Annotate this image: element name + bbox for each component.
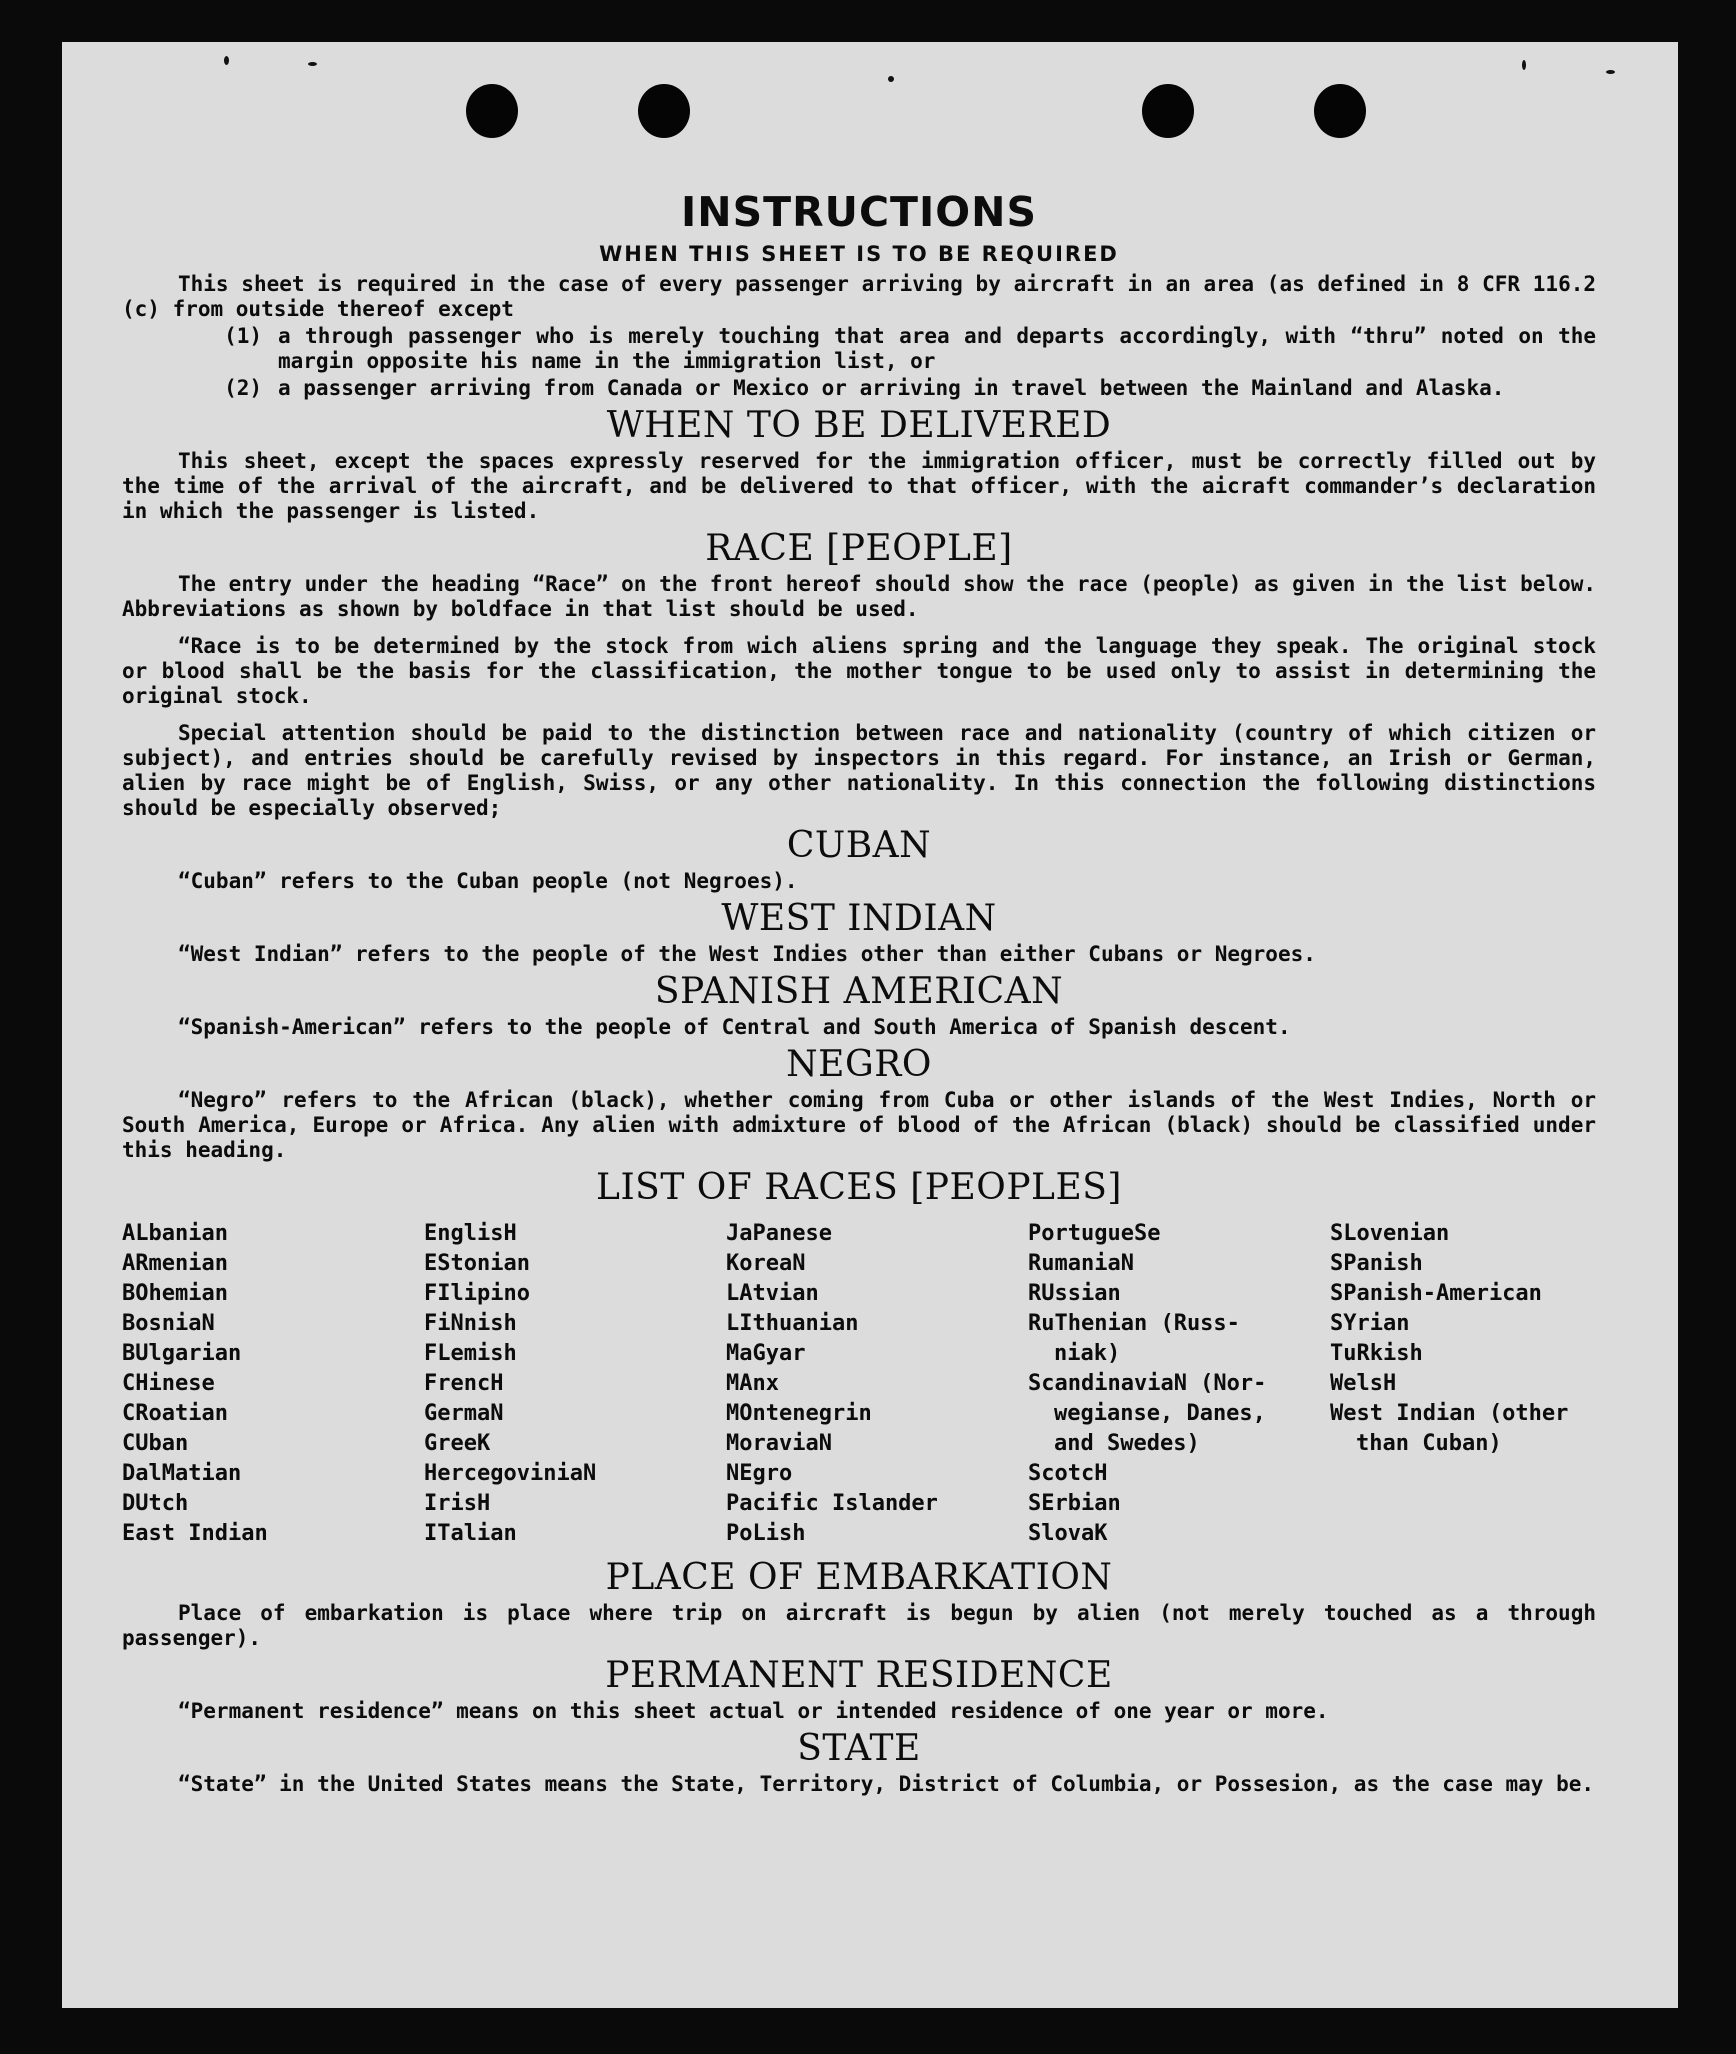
race-entry: and Swedes) [1054,1431,1200,1456]
ink-speck [888,76,894,82]
state-paragraph: “State” in the United States means the State, Territory, District of Columbia, or Possesion, as the case may be. [178,1772,1595,1796]
negro-paragraph: “Negro” refers to the African (black), whether coming from Cuba or other islands of the West Indies, North or South America, Europe or Africa. Any alien with admixture of blood of the African (black) should be classified under this heading. [122,1088,1596,1162]
race-entry: MoraviaN [726,1431,832,1456]
race-entry: JaPanese [726,1221,832,1246]
race-entry: Pacific Islander [726,1491,938,1516]
ink-speck [1522,60,1526,70]
race-entry: CHinese [122,1371,215,1396]
exception-item [122,324,1596,374]
spanish-american-paragraph: “Spanish-American” refers to the people of Central and South America of Spanish descent. [178,1015,1291,1039]
race-entry: than Cuban) [1356,1431,1502,1456]
race-entry: ITalian [424,1521,517,1546]
race-entry: FIlipino [424,1281,530,1306]
race-paragraph: The entry under the heading “Race” on the front hereof should show the race (people) as given in the list below. Abbreviations as shown by boldface in that list should be used. [122,572,1596,621]
ink-speck [308,62,317,66]
race-entry: PortugueSe [1028,1221,1161,1246]
residence-paragraph: “Permanent residence” means on this sheet actual or intended residence of one year or more. [178,1699,1329,1723]
race-entry: WelsH [1330,1371,1397,1396]
race-entry: RuThenian (Russ- [1028,1311,1240,1336]
race-entry: ScandinaviaN (Nor- [1028,1371,1267,1396]
race-entry: SPanish [1330,1251,1423,1276]
races-column [726,1219,1028,1549]
race-entry: SlovaK [1028,1521,1108,1546]
race-entry: DUtch [122,1491,189,1516]
race-entry: RumaniaN [1028,1251,1134,1276]
heading-race: RACE [PEOPLE] [705,528,1013,569]
intro-paragraph: This sheet is required in the case of every passenger arriving by aircraft in an area (as defined in 8 CFR 116.2 (c) from outside thereof except [122,272,1596,321]
race-paragraph: Special attention should be paid to the distinction between race and nationality (country of which citizen or subject), and entries should be carefully revised by inspectors in this regard. For instance, an Irish or German, alien by race might be of English, Swiss, or any other nationality. In this connection the following distinctions should be especially observed; [122,721,1596,820]
race-entry: GreeK [424,1431,491,1456]
race-entry: BOhemian [122,1281,228,1306]
race-entry: ScotcH [1028,1461,1108,1486]
race-entry: NEgro [726,1461,793,1486]
heading-permanent-residence: PERMANENT RESIDENCE [605,1655,1113,1696]
race-entry: wegianse, Danes, [1054,1401,1266,1426]
race-entry: LIthuanian [726,1311,859,1336]
document-sheet [62,42,1678,2008]
race-entry: SYrian [1330,1311,1410,1336]
race-entry: DalMatian [122,1461,242,1486]
heading-place-of-embarkation: PLACE OF EMBARKATION [605,1557,1113,1598]
heading-negro: NEGRO [786,1044,932,1085]
races-column [1330,1219,1632,1549]
ink-speck [1606,70,1615,74]
heading-state: STATE [797,1728,921,1769]
race-entry: MAnx [726,1371,779,1396]
race-entry: MOntenegrin [726,1401,872,1426]
race-entry: HercegoviniaN [424,1461,597,1486]
document-body [122,146,1596,1799]
race-entry: BUlgarian [122,1341,242,1366]
race-entry: FLemish [424,1341,517,1366]
race-entry: SLovenian [1330,1221,1450,1246]
races-column [424,1219,726,1549]
punch-hole [1142,84,1194,138]
race-entry: EStonian [424,1251,530,1276]
exception-text: a passenger arriving from Canada or Mexico or arriving in travel between the Mainland and Alaska. [278,376,1505,400]
section-subtitle: WHEN THIS SHEET IS TO BE REQUIRED [599,242,1119,266]
race-entry: FrencH [424,1371,504,1396]
race-entry: MaGyar [726,1341,806,1366]
race-entry: RUssian [1028,1281,1121,1306]
race-entry: West Indian (other [1330,1401,1569,1426]
race-entry: FiNnish [424,1311,517,1336]
race-entry: ARmenian [122,1251,228,1276]
race-entry: EnglisH [424,1221,517,1246]
race-entry: KoreaN [726,1251,806,1276]
exception-text: a through passenger who is merely touching that area and departs accordingly, with “thru” noted on the margin opposite his name in the immigration list, or [278,324,1596,373]
races-column [1028,1219,1330,1549]
race-paragraph: “Race is to be determined by the stock from wich aliens spring and the language they speak. The original stock or blood shall be the basis for the classification, the mother tongue to be used only to assist in determining the original stock. [122,634,1596,708]
race-entry: niak) [1054,1341,1121,1366]
heading-list-of-races: LIST OF RACES [PEOPLES] [596,1167,1122,1208]
punch-hole [638,84,690,138]
race-entry: SPanish-American [1330,1281,1542,1306]
race-entry: LAtvian [726,1281,819,1306]
heading-when-delivered: WHEN TO BE DELIVERED [606,405,1112,446]
race-entry: CRoatian [122,1401,228,1426]
race-entry: SErbian [1028,1491,1121,1516]
race-entry: East Indian [122,1521,268,1546]
punch-hole [466,84,518,138]
exception-item [122,376,1596,401]
exception-number: (2) [224,376,262,400]
heading-west-indian: WEST INDIAN [721,898,997,939]
race-entry: GermaN [424,1401,504,1426]
race-entry: IrisH [424,1491,491,1516]
punch-hole [1314,84,1366,138]
races-column [122,1219,424,1549]
page-title: INSTRUCTIONS [681,188,1037,236]
west-indian-paragraph: “West Indian” refers to the people of the West Indies other than either Cubans or Negroes. [178,942,1316,966]
race-entry: TuRkish [1330,1341,1423,1366]
heading-spanish-american: SPANISH AMERICAN [654,971,1064,1012]
race-entry: PoLish [726,1521,806,1546]
race-entry: BosniaN [122,1311,215,1336]
race-entry: CUban [122,1431,189,1456]
race-entry: ALbanian [122,1221,228,1246]
exception-number: (1) [224,324,262,348]
heading-cuban: CUBAN [786,825,932,866]
ink-speck [224,56,229,65]
delivered-paragraph: This sheet, except the spaces expressly reserved for the immigration officer, must be correctly filled out by the time of the arrival of the aircraft, and be delivered to that officer, with the aicraft commander’s declaration in which the passenger is listed. [122,449,1596,523]
races-list [122,1219,1596,1549]
embarkation-paragraph: Place of embarkation is place where trip on aircraft is begun by alien (not merely touched as a through passenger). [122,1601,1596,1650]
cuban-paragraph: “Cuban” refers to the Cuban people (not Negroes). [178,869,798,893]
